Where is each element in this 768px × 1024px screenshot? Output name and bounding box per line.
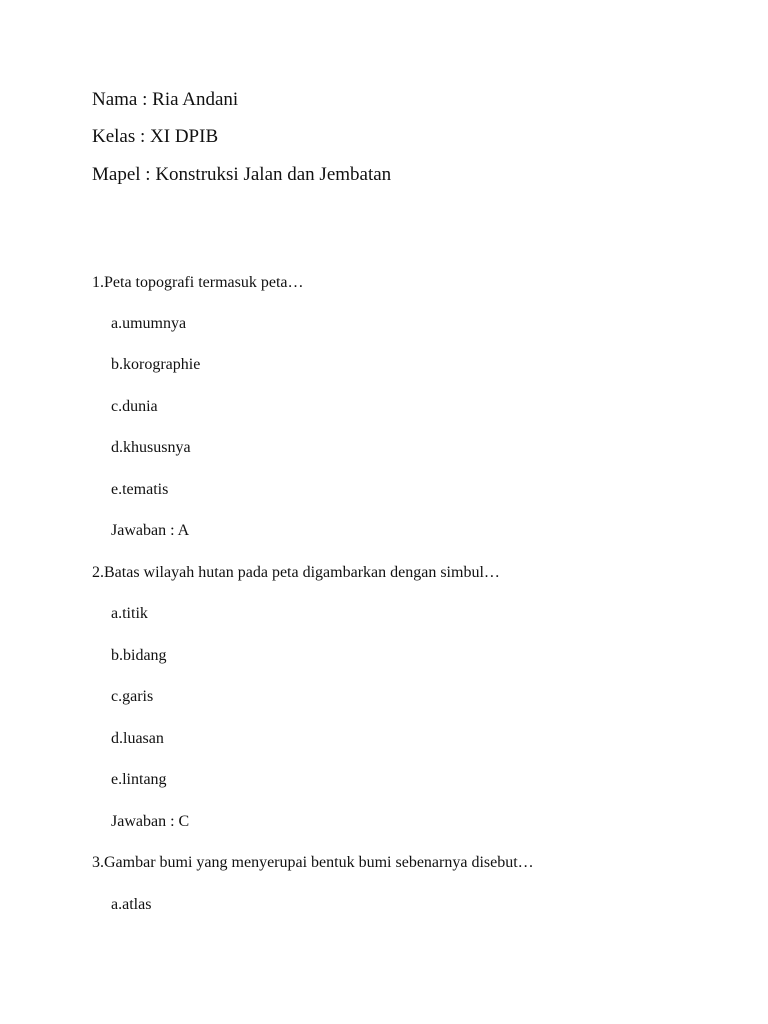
- question-1-option-d: d.khususnya: [111, 439, 191, 456]
- student-name: Nama : Ria Andani: [92, 89, 239, 110]
- question-2-option-e: e.lintang: [111, 771, 167, 788]
- question-2: 2.Batas wilayah hutan pada peta digambarkan dengan simbul…: [92, 564, 500, 581]
- question-2-option-a: a.titik: [111, 605, 148, 622]
- question-1-option-e: e.tematis: [111, 481, 169, 498]
- question-1-option-b: b.korographie: [111, 356, 201, 373]
- question-1-option-a: a.umumnya: [111, 315, 187, 332]
- question-2-answer: Jawaban : C: [111, 813, 190, 830]
- question-2-option-b: b.bidang: [111, 647, 167, 664]
- question-2-option-c: c.garis: [111, 688, 154, 705]
- subject: Mapel : Konstruksi Jalan dan Jembatan: [92, 164, 392, 185]
- question-1-answer: Jawaban : A: [111, 522, 190, 539]
- question-2-option-d: d.luasan: [111, 730, 164, 747]
- student-class: Kelas : XI DPIB: [92, 126, 219, 147]
- question-1: 1.Peta topografi termasuk peta…: [92, 274, 304, 291]
- question-3: 3.Gambar bumi yang menyerupai bentuk bumi sebenarnya disebut…: [92, 854, 534, 871]
- question-3-option-a: a.atlas: [111, 896, 152, 913]
- question-1-option-c: c.dunia: [111, 398, 158, 415]
